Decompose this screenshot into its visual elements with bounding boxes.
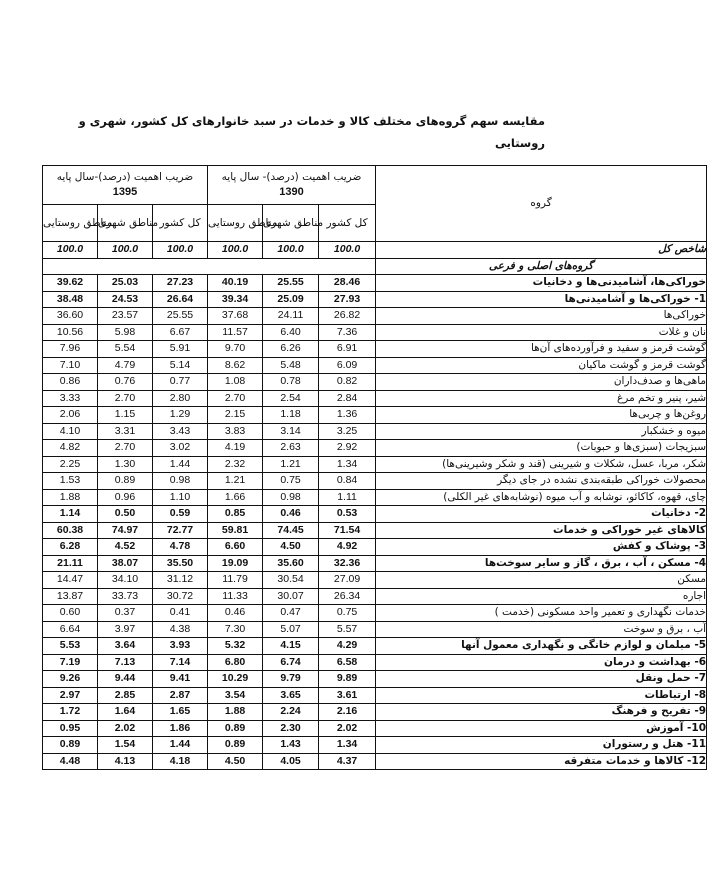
cell-urban-1390: 2.30 bbox=[263, 720, 319, 737]
cell-urban-1390: 1.18 bbox=[263, 407, 319, 424]
cell-rural-1390: 40.19 bbox=[208, 275, 263, 292]
cell-urban-1395: 5.54 bbox=[98, 341, 153, 358]
col-urban-1390: مناطق شهری bbox=[263, 205, 319, 242]
col-rural-1395: مناطق روستایی bbox=[43, 205, 98, 242]
cell-country-1395: 1.44 bbox=[153, 456, 208, 473]
cell-urban-1395: 2.02 bbox=[98, 720, 153, 737]
cell-urban-1390: 25.55 bbox=[263, 275, 319, 292]
cell-rural-1395: 36.60 bbox=[43, 308, 98, 325]
row-label: خوراکی‌ها، آشامیدنی‌ها و دخانیات bbox=[376, 275, 707, 292]
cell-urban-1390: 4.05 bbox=[263, 753, 319, 770]
cell-country-1395: 1.44 bbox=[153, 737, 208, 754]
cell-rural-1390: 7.30 bbox=[208, 621, 263, 638]
cell-urban-1395: 1.30 bbox=[98, 456, 153, 473]
cell-rural-1395: 5.53 bbox=[43, 638, 98, 655]
table-row bbox=[43, 357, 707, 374]
cell-rural-1395: 38.48 bbox=[43, 291, 98, 308]
cell-rural-1390: 10.29 bbox=[208, 671, 263, 688]
section-label: گروه‌های اصلی و فرعی bbox=[376, 258, 707, 275]
header-1395 bbox=[43, 166, 208, 205]
cell-urban-1395: 3.97 bbox=[98, 621, 153, 638]
table-row bbox=[43, 407, 707, 424]
cell-country-1390: 0.84 bbox=[319, 473, 376, 490]
cell-urban-1395: 0.89 bbox=[98, 473, 153, 490]
table-row bbox=[43, 423, 707, 440]
cell-country-1390: 26.82 bbox=[319, 308, 376, 325]
cell-rural-1390: 37.68 bbox=[208, 308, 263, 325]
page-title: مقایسه سهم گروه‌های مختلف کالا و خدمات در سبد خانوارهای کل کشور، شهری و روستایی bbox=[78, 114, 545, 150]
cell-urban-1395: 0.37 bbox=[98, 605, 153, 622]
cell-urban-1390: 2.24 bbox=[263, 704, 319, 721]
index-label: شاخص کل bbox=[376, 242, 707, 259]
table-row bbox=[43, 506, 707, 523]
cell-rural-1390: 39.34 bbox=[208, 291, 263, 308]
cell-country-1390: 4.92 bbox=[319, 539, 376, 556]
cell-urban-1390: 5.48 bbox=[263, 357, 319, 374]
cell-urban-1390: 24.11 bbox=[263, 308, 319, 325]
cell-country-1390: 3.61 bbox=[319, 687, 376, 704]
index-value: 100.0 bbox=[43, 242, 98, 259]
index-value: 100.0 bbox=[208, 242, 263, 259]
row-label: 5- مبلمان و لوازم خانگی و نگهداری معمول آنها bbox=[376, 638, 707, 655]
cell-country-1390: 28.46 bbox=[319, 275, 376, 292]
cell-country-1395: 30.72 bbox=[153, 588, 208, 605]
cell-urban-1395: 2.70 bbox=[98, 390, 153, 407]
row-label: اجاره bbox=[376, 588, 707, 605]
cell-urban-1390: 6.26 bbox=[263, 341, 319, 358]
cell-country-1390: 6.09 bbox=[319, 357, 376, 374]
cell-urban-1395: 9.44 bbox=[98, 671, 153, 688]
header-group-label: گروه bbox=[530, 197, 552, 209]
cell-country-1390: 0.53 bbox=[319, 506, 376, 523]
cell-urban-1395: 0.96 bbox=[98, 489, 153, 506]
cell-rural-1390: 0.46 bbox=[208, 605, 263, 622]
cell-rural-1390: 0.85 bbox=[208, 506, 263, 523]
cell-country-1390: 1.34 bbox=[319, 737, 376, 754]
cell-urban-1390: 4.15 bbox=[263, 638, 319, 655]
header-1395-year: 1395 bbox=[112, 186, 138, 198]
cell-rural-1395: 7.96 bbox=[43, 341, 98, 358]
cell-country-1395: 4.18 bbox=[153, 753, 208, 770]
row-label: خوراکی‌ها bbox=[376, 308, 707, 325]
table-row bbox=[43, 390, 707, 407]
cell-rural-1395: 2.25 bbox=[43, 456, 98, 473]
cell-country-1395: 25.55 bbox=[153, 308, 208, 325]
cell-urban-1390: 0.75 bbox=[263, 473, 319, 490]
cell-rural-1390: 1.88 bbox=[208, 704, 263, 721]
cell-rural-1395: 6.64 bbox=[43, 621, 98, 638]
cell-urban-1390: 4.50 bbox=[263, 539, 319, 556]
cell-urban-1395: 7.13 bbox=[98, 654, 153, 671]
cell-country-1395: 5.14 bbox=[153, 357, 208, 374]
cell-urban-1390: 0.46 bbox=[263, 506, 319, 523]
cell-urban-1390: 6.40 bbox=[263, 324, 319, 341]
cell-rural-1395: 1.53 bbox=[43, 473, 98, 490]
header-row-years bbox=[43, 166, 707, 205]
cell-urban-1395: 23.57 bbox=[98, 308, 153, 325]
table-row bbox=[43, 704, 707, 721]
cell-rural-1390: 3.54 bbox=[208, 687, 263, 704]
cell-country-1390: 27.09 bbox=[319, 572, 376, 589]
cell-rural-1390: 59.81 bbox=[208, 522, 263, 539]
col-rural-1390: مناطق روستایی bbox=[208, 205, 263, 242]
cell-country-1395: 2.80 bbox=[153, 390, 208, 407]
row-label: چای، قهوه، کاکائو، نوشابه و آب میوه (نوشابه‌های غیر الکلی) bbox=[376, 489, 707, 506]
cell-country-1395: 0.77 bbox=[153, 374, 208, 391]
cell-country-1390: 2.02 bbox=[319, 720, 376, 737]
cell-country-1390: 1.36 bbox=[319, 407, 376, 424]
cell-urban-1395: 34.10 bbox=[98, 572, 153, 589]
cell-country-1395: 7.14 bbox=[153, 654, 208, 671]
table-row bbox=[43, 588, 707, 605]
cell-rural-1395: 9.26 bbox=[43, 671, 98, 688]
row-label: شکر، مربا، عسل، شکلات و شیرینی (قند و شکر وشیرینی‌ها) bbox=[376, 456, 707, 473]
cell-urban-1395: 0.76 bbox=[98, 374, 153, 391]
cell-urban-1390: 3.14 bbox=[263, 423, 319, 440]
row-label: 12- کالاها و خدمات متفرقه bbox=[376, 753, 707, 770]
cell-country-1395: 2.87 bbox=[153, 687, 208, 704]
weights-table bbox=[42, 165, 707, 770]
cell-rural-1395: 0.60 bbox=[43, 605, 98, 622]
row-label: آب ، برق و سوخت bbox=[376, 621, 707, 638]
table-row bbox=[43, 440, 707, 457]
cell-country-1395: 0.59 bbox=[153, 506, 208, 523]
row-label: میوه و خشکبار bbox=[376, 423, 707, 440]
cell-rural-1390: 1.66 bbox=[208, 489, 263, 506]
cell-urban-1390: 2.63 bbox=[263, 440, 319, 457]
cell-rural-1390: 0.89 bbox=[208, 720, 263, 737]
cell-country-1390: 4.37 bbox=[319, 753, 376, 770]
cell-urban-1395: 0.50 bbox=[98, 506, 153, 523]
table-row bbox=[43, 737, 707, 754]
cell-rural-1395: 14.47 bbox=[43, 572, 98, 589]
index-value: 100.0 bbox=[153, 242, 208, 259]
row-label: 2- دخانیات bbox=[376, 506, 707, 523]
cell-country-1390: 27.93 bbox=[319, 291, 376, 308]
cell-rural-1395: 13.87 bbox=[43, 588, 98, 605]
cell-country-1395: 1.86 bbox=[153, 720, 208, 737]
table-row bbox=[43, 720, 707, 737]
cell-urban-1390: 25.09 bbox=[263, 291, 319, 308]
cell-urban-1390: 30.54 bbox=[263, 572, 319, 589]
cell-country-1395: 31.12 bbox=[153, 572, 208, 589]
cell-urban-1395: 5.98 bbox=[98, 324, 153, 341]
cell-country-1395: 27.23 bbox=[153, 275, 208, 292]
cell-country-1395: 72.77 bbox=[153, 522, 208, 539]
table-row bbox=[43, 638, 707, 655]
cell-urban-1395: 4.79 bbox=[98, 357, 153, 374]
cell-country-1395: 4.38 bbox=[153, 621, 208, 638]
cell-rural-1390: 9.70 bbox=[208, 341, 263, 358]
table-row bbox=[43, 572, 707, 589]
cell-country-1395: 3.02 bbox=[153, 440, 208, 457]
cell-rural-1390: 19.09 bbox=[208, 555, 263, 572]
cell-country-1390: 71.54 bbox=[319, 522, 376, 539]
table-row bbox=[43, 456, 707, 473]
table-row bbox=[43, 308, 707, 325]
row-label: 10- آموزش bbox=[376, 720, 707, 737]
cell-urban-1395: 4.13 bbox=[98, 753, 153, 770]
cell-country-1390: 2.16 bbox=[319, 704, 376, 721]
cell-rural-1395: 4.10 bbox=[43, 423, 98, 440]
cell-rural-1395: 60.38 bbox=[43, 522, 98, 539]
col-country-1390: کل کشور bbox=[319, 205, 376, 242]
table-row bbox=[43, 621, 707, 638]
cell-rural-1390: 4.50 bbox=[208, 753, 263, 770]
cell-rural-1395: 1.88 bbox=[43, 489, 98, 506]
cell-rural-1395: 4.48 bbox=[43, 753, 98, 770]
cell-rural-1395: 1.14 bbox=[43, 506, 98, 523]
table-row bbox=[43, 522, 707, 539]
cell-urban-1390: 35.60 bbox=[263, 555, 319, 572]
cell-urban-1395: 1.64 bbox=[98, 704, 153, 721]
row-label: کالاهای غیر خوراکی و خدمات bbox=[376, 522, 707, 539]
cell-urban-1395: 3.64 bbox=[98, 638, 153, 655]
cell-rural-1390: 5.32 bbox=[208, 638, 263, 655]
cell-urban-1390: 6.74 bbox=[263, 654, 319, 671]
header-1390-year: 1390 bbox=[279, 186, 304, 198]
row-label: 11- هتل و رستوران bbox=[376, 737, 707, 754]
cell-country-1390: 5.57 bbox=[319, 621, 376, 638]
cell-urban-1395: 25.03 bbox=[98, 275, 153, 292]
table-row bbox=[43, 341, 707, 358]
cell-country-1395: 9.41 bbox=[153, 671, 208, 688]
cell-country-1390: 1.34 bbox=[319, 456, 376, 473]
cell-country-1390: 32.36 bbox=[319, 555, 376, 572]
cell-rural-1390: 3.83 bbox=[208, 423, 263, 440]
index-value: 100.0 bbox=[319, 242, 376, 259]
cell-rural-1390: 1.08 bbox=[208, 374, 263, 391]
cell-urban-1390: 2.54 bbox=[263, 390, 319, 407]
cell-country-1390: 26.34 bbox=[319, 588, 376, 605]
row-label: ماهی‌ها و صدف‌داران bbox=[376, 374, 707, 391]
table-row bbox=[43, 324, 707, 341]
index-value: 100.0 bbox=[98, 242, 153, 259]
cell-urban-1390: 9.79 bbox=[263, 671, 319, 688]
cell-rural-1390: 2.32 bbox=[208, 456, 263, 473]
row-label: محصولات خوراکی طبقه‌بندی نشده در جای دیگر bbox=[376, 473, 707, 490]
cell-rural-1390: 8.62 bbox=[208, 357, 263, 374]
col-country-1395: کل کشور bbox=[153, 205, 208, 242]
cell-urban-1390: 0.98 bbox=[263, 489, 319, 506]
cell-country-1390: 2.84 bbox=[319, 390, 376, 407]
cell-rural-1395: 7.10 bbox=[43, 357, 98, 374]
cell-rural-1390: 2.15 bbox=[208, 407, 263, 424]
row-label: گوشت قرمز و سفید و فرآورده‌های آن‌ها bbox=[376, 341, 707, 358]
index-value: 100.0 bbox=[263, 242, 319, 259]
row-label: 4- مسکن ، آب ، برق ، گاز و سایر سوخت‌ها bbox=[376, 555, 707, 572]
cell-country-1395: 35.50 bbox=[153, 555, 208, 572]
cell-urban-1395: 3.31 bbox=[98, 423, 153, 440]
cell-country-1395: 26.64 bbox=[153, 291, 208, 308]
table-row bbox=[43, 291, 707, 308]
cell-urban-1395: 4.52 bbox=[98, 539, 153, 556]
cell-country-1390: 7.36 bbox=[319, 324, 376, 341]
cell-country-1390: 4.29 bbox=[319, 638, 376, 655]
cell-urban-1395: 2.70 bbox=[98, 440, 153, 457]
cell-rural-1395: 0.89 bbox=[43, 737, 98, 754]
cell-urban-1395: 24.53 bbox=[98, 291, 153, 308]
cell-rural-1395: 7.19 bbox=[43, 654, 98, 671]
header-1390-label: ضریب اهمیت (درصد)- سال پایه bbox=[221, 171, 362, 183]
cell-rural-1395: 0.95 bbox=[43, 720, 98, 737]
table-row bbox=[43, 671, 707, 688]
cell-urban-1390: 30.07 bbox=[263, 588, 319, 605]
row-label: 1- خوراکی‌ها و آشامیدنی‌ها bbox=[376, 291, 707, 308]
cell-urban-1395: 1.54 bbox=[98, 737, 153, 754]
row-label: خدمات نگهداری و تعمیر واحد مسکونی (خدمت ) bbox=[376, 605, 707, 622]
cell-country-1395: 3.93 bbox=[153, 638, 208, 655]
row-label: 9- تفریح و فرهنگ bbox=[376, 704, 707, 721]
table-row bbox=[43, 605, 707, 622]
cell-rural-1390: 1.21 bbox=[208, 473, 263, 490]
header-1390 bbox=[208, 166, 376, 205]
row-label: 6- بهداشت و درمان bbox=[376, 654, 707, 671]
cell-country-1390: 2.92 bbox=[319, 440, 376, 457]
cell-urban-1390: 74.45 bbox=[263, 522, 319, 539]
cell-country-1395: 3.43 bbox=[153, 423, 208, 440]
cell-rural-1390: 11.33 bbox=[208, 588, 263, 605]
cell-rural-1390: 6.60 bbox=[208, 539, 263, 556]
cell-country-1395: 5.91 bbox=[153, 341, 208, 358]
cell-rural-1395: 10.56 bbox=[43, 324, 98, 341]
cell-rural-1395: 2.06 bbox=[43, 407, 98, 424]
cell-country-1390: 9.89 bbox=[319, 671, 376, 688]
cell-rural-1395: 39.62 bbox=[43, 275, 98, 292]
table-row bbox=[43, 687, 707, 704]
cell-rural-1395: 0.86 bbox=[43, 374, 98, 391]
cell-country-1395: 1.29 bbox=[153, 407, 208, 424]
cell-urban-1395: 74.97 bbox=[98, 522, 153, 539]
row-label: شیر، پنیر و تخم مرغ bbox=[376, 390, 707, 407]
cell-rural-1395: 2.97 bbox=[43, 687, 98, 704]
cell-country-1390: 6.91 bbox=[319, 341, 376, 358]
row-label: گوشت قرمز و گوشت ماکیان bbox=[376, 357, 707, 374]
cell-country-1390: 0.82 bbox=[319, 374, 376, 391]
cell-country-1395: 0.98 bbox=[153, 473, 208, 490]
cell-rural-1395: 6.28 bbox=[43, 539, 98, 556]
cell-urban-1390: 0.78 bbox=[263, 374, 319, 391]
table-row bbox=[43, 489, 707, 506]
cell-urban-1395: 1.15 bbox=[98, 407, 153, 424]
cell-country-1390: 6.58 bbox=[319, 654, 376, 671]
cell-rural-1390: 11.79 bbox=[208, 572, 263, 589]
col-urban-1395: مناطق شهری bbox=[98, 205, 153, 242]
row-label: سبزیجات (سبزی‌ها و حبوبات) bbox=[376, 440, 707, 457]
cell-urban-1395: 33.73 bbox=[98, 588, 153, 605]
row-label: نان و غلات bbox=[376, 324, 707, 341]
cell-urban-1390: 0.47 bbox=[263, 605, 319, 622]
section-blank bbox=[43, 258, 376, 275]
cell-rural-1390: 11.57 bbox=[208, 324, 263, 341]
row-label: روغن‌ها و چربی‌ها bbox=[376, 407, 707, 424]
cell-country-1395: 4.78 bbox=[153, 539, 208, 556]
cell-rural-1395: 1.72 bbox=[43, 704, 98, 721]
cell-rural-1395: 21.11 bbox=[43, 555, 98, 572]
table-row bbox=[43, 473, 707, 490]
cell-urban-1390: 1.21 bbox=[263, 456, 319, 473]
cell-country-1395: 1.65 bbox=[153, 704, 208, 721]
table-row bbox=[43, 654, 707, 671]
cell-rural-1390: 4.19 bbox=[208, 440, 263, 457]
cell-urban-1395: 38.07 bbox=[98, 555, 153, 572]
cell-country-1395: 6.67 bbox=[153, 324, 208, 341]
cell-urban-1395: 2.85 bbox=[98, 687, 153, 704]
cell-country-1395: 0.41 bbox=[153, 605, 208, 622]
row-label: 3- پوشاک و کفش bbox=[376, 539, 707, 556]
cell-urban-1390: 1.43 bbox=[263, 737, 319, 754]
table-row bbox=[43, 539, 707, 556]
table-row bbox=[43, 555, 707, 572]
table-row bbox=[43, 374, 707, 391]
table-row bbox=[43, 275, 707, 292]
row-label: مسکن bbox=[376, 572, 707, 589]
header-1395-label: ضریب اهمیت (درصد)-سال پایه bbox=[56, 171, 194, 183]
cell-rural-1395: 3.33 bbox=[43, 390, 98, 407]
cell-country-1395: 1.10 bbox=[153, 489, 208, 506]
cell-rural-1390: 2.70 bbox=[208, 390, 263, 407]
cell-urban-1390: 3.65 bbox=[263, 687, 319, 704]
cell-country-1390: 1.11 bbox=[319, 489, 376, 506]
cell-rural-1395: 4.82 bbox=[43, 440, 98, 457]
row-label: 8- ارتباطات bbox=[376, 687, 707, 704]
cell-urban-1390: 5.07 bbox=[263, 621, 319, 638]
section-row bbox=[43, 258, 707, 275]
index-row bbox=[43, 242, 707, 259]
table-row bbox=[43, 753, 707, 770]
cell-rural-1390: 6.80 bbox=[208, 654, 263, 671]
cell-rural-1390: 0.89 bbox=[208, 737, 263, 754]
header-group bbox=[376, 166, 707, 242]
cell-country-1390: 0.75 bbox=[319, 605, 376, 622]
cell-country-1390: 3.25 bbox=[319, 423, 376, 440]
row-label: 7- حمل ونقل bbox=[376, 671, 707, 688]
